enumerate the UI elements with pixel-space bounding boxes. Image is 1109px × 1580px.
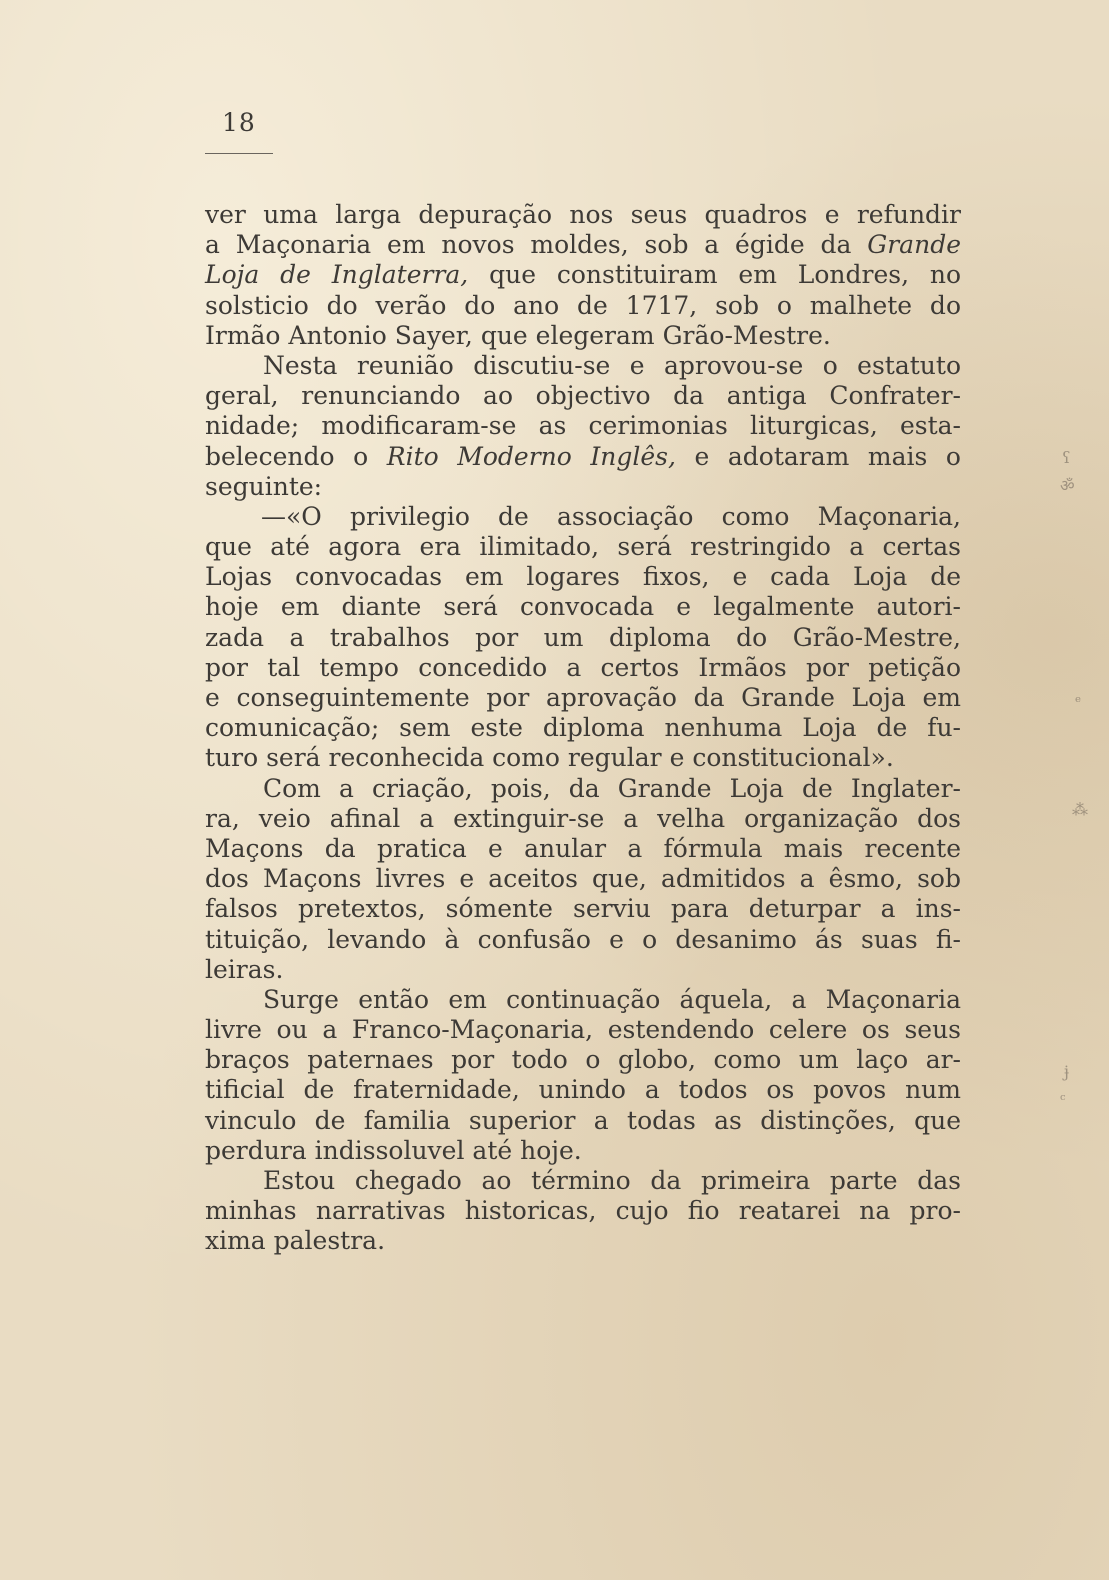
text-line: ver uma larga depuração nos seus quadros e refundir: [205, 200, 961, 229]
margin-mark: ᵉ: [1075, 692, 1082, 711]
page-number: 18: [222, 108, 256, 137]
text-line: —«O privilegio de associação como Maçonaria,: [261, 501, 961, 531]
text-line: minhas narrativas historicas, cujo fio reatarei na pro-: [205, 1196, 961, 1226]
text-line: livre ou a Franco-Maçonaria, estendendo celere os seus: [205, 1015, 961, 1045]
italic-text: Rito Moderno Inglês,: [386, 441, 676, 471]
text-line: xima palestra.: [205, 1226, 386, 1256]
margin-mark: ᶜ: [1060, 1090, 1066, 1109]
text-line: ra, veio afinal a extinguir-se a velha organização dos: [205, 803, 961, 833]
text-segment: a Maçonaria em novos moldes, sob a égide da: [205, 230, 868, 260]
text-line: Lojas convocadas em logares fixos, e cada Loja de: [205, 562, 961, 592]
italic-text: Grande: [867, 230, 961, 260]
text-segment: e adotaram mais o: [675, 441, 961, 471]
text-line: tituição, levando à confusão e o desanimo ás suas fi-: [205, 924, 961, 954]
text-line: solsticio do verão do ano de 1717, sob o malhete do: [205, 290, 961, 320]
text-segment: belecendo o: [205, 441, 387, 471]
text-line: comunicação; sem este diploma nenhuma Loja de fu-: [205, 713, 961, 743]
text-line: leiras.: [205, 954, 284, 984]
text-line: Irmão Antonio Sayer, que elegeram Grão-Mestre.: [205, 320, 831, 350]
text-line: Nesta reunião discutiu-se e aprovou-se o estatuto: [263, 350, 961, 380]
margin-mark: ॐ: [1060, 476, 1075, 495]
text-line: seguinte:: [205, 471, 323, 501]
text-line: Surge então em continuação áquela, a Maçonaria: [263, 984, 961, 1014]
margin-mark: ʕ: [1062, 448, 1071, 467]
text-line: geral, renunciando ao objectivo da antiga Confrater-: [205, 381, 961, 411]
text-segment: que constituiram em Londres, no: [468, 260, 962, 290]
text-line: Com a criação, pois, da Grande Loja de Inglater-: [263, 773, 961, 803]
text-line: que até agora era ilimitado, será restringido a certas: [205, 532, 961, 562]
text-line: [205, 442, 961, 472]
margin-mark: ɉ: [1064, 1062, 1070, 1081]
text-line: tificial de fraternidade, unindo a todos os povos num: [205, 1075, 961, 1105]
body-text: [205, 200, 961, 1257]
text-line: turo será reconhecida como regular e constitucional».: [205, 743, 894, 773]
text-line: vinculo de familia superior a todas as distinções, que: [205, 1105, 961, 1135]
text-line: [205, 230, 961, 260]
text-line: hoje em diante será convocada e legalmente autori-: [205, 592, 961, 622]
text-line: por tal tempo concedido a certos Irmãos por petição: [205, 652, 961, 682]
text-line: Estou chegado ao término da primeira parte das: [263, 1166, 961, 1195]
text-line: Maçons da pratica e anular a fórmula mais recente: [205, 833, 961, 863]
text-line: braços paternaes por todo o globo, como um laço ar-: [205, 1045, 961, 1075]
text-line: [205, 260, 961, 290]
text-line: zada a trabalhos por um diploma do Grão-Mestre,: [205, 622, 961, 652]
text-line: nidade; modificaram-se as cerimonias liturgicas, esta-: [205, 411, 961, 441]
header-rule: [205, 153, 273, 154]
text-line: e conseguintemente por aprovação da Grande Loja em: [205, 683, 961, 712]
text-line: falsos pretextos, sómente serviu para deturpar a ins-: [205, 894, 961, 924]
text-line: dos Maçons livres e aceitos que, admitidos a êsmo, sob: [205, 864, 961, 894]
text-line: perdura indissoluvel até hoje.: [205, 1135, 582, 1165]
margin-mark: ⁂: [1072, 800, 1088, 819]
italic-text: Loja de Inglaterra,: [205, 260, 469, 290]
